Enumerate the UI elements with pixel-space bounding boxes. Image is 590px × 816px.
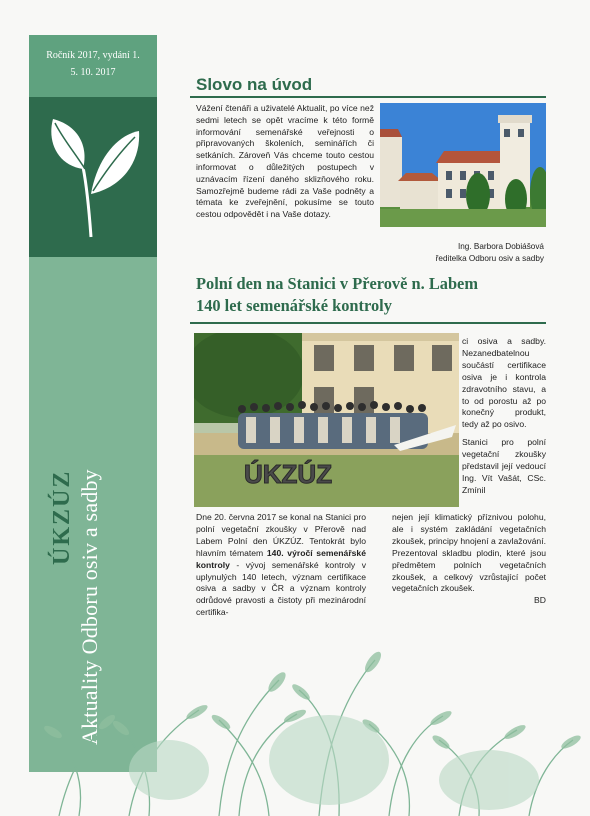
plants-decoration — [29, 630, 589, 816]
sidebar-title: Aktuality Odboru osiv a sadby — [77, 469, 102, 745]
chateau-photo — [380, 103, 546, 227]
logo-box — [29, 97, 157, 257]
issue-volume: Ročník 2017, vydání 1. — [46, 50, 140, 61]
article2-right-column — [462, 336, 546, 503]
photo-sign-text: ÚKZÚZ — [244, 459, 333, 489]
caption-role: ředitelka Odboru osiv a sadby — [435, 254, 544, 263]
article1-heading: Slovo na úvod — [196, 75, 313, 94]
article2-left-a: Dne 20. června 2017 se konal na Stanici pro polní vegetační zkoušky v Přerově nad Labem Polní den ÚKZÚZ. Tentokrát bylo hlavním tématem — [196, 512, 366, 558]
heading-rule — [190, 96, 546, 98]
article2-heading-line1: Polní den na Stanici v Přerově n. Labem — [196, 274, 478, 293]
article2-left-body — [196, 512, 366, 619]
article2-heading-line2: 140 let semenářské kontroly — [196, 296, 392, 315]
group-photo — [194, 333, 459, 507]
article2-right-p2: Stanici pro polní vegetační zkoušky představil její vedoucí Ing. Vít Vašát, CSc. Zmínil — [462, 437, 546, 495]
leaf-logo-icon — [43, 109, 143, 244]
caption-name: Ing. Barbora Dobiášová — [457, 242, 544, 251]
signature: BD — [534, 595, 546, 606]
photo1-caption — [380, 241, 544, 265]
article2-heading — [196, 273, 556, 317]
article2-mid-body — [392, 512, 546, 607]
issue-info — [29, 35, 157, 97]
article2-mid-text: nejen její klimatický příznivou polohu, ale i systém zakládání vegetačních zkoušek, principy hnojení a zavlažování. Prezentoval skladbu plodin, které jsou předmětem polních vegetačních zkoušek, a celkový vzrůstající počet vegetačních zkoušek. — [392, 512, 546, 594]
article2-right-p1: ci osiva a sadby. Nezanedbatelnou součástí certifikace osiva je i kontrola zdravotního stavu, a to od porostu až po konečný produkt, tedy až po osivo. — [462, 336, 546, 430]
issue-date: 5. 10. 2017 — [70, 67, 116, 78]
article1-body: Vážení čtenáři a uživatelé Aktualit, po více než sedmi letech se opět vracíme k této formě informování semenářské veřejnosti o připravovaných školeních, seminářích či setkáních. Zároveň Vás chceme touto cestou informovat o důležitých postupech v uznávacím řízení daného sklizňového roku. Samozřejmě budeme rádi za Vaše podněty a témata ke zveřejnění, pokusíme se touto cestou odpovědět i na Vaše dotazy. — [196, 103, 374, 220]
heading-rule-2 — [190, 322, 546, 324]
article2-left-bold: 140. výročí semenářské kontroly — [196, 547, 366, 570]
sidebar-org: ÚKZÚZ — [49, 469, 75, 565]
article2-left-b: - vývoj semenářské kontroly v uplynulých 140 letech, význam certifikace osiva a sadby v ČR a význam kontroly odrůdové pravosti a čistoty při mezinárodní certifika- — [196, 559, 366, 618]
